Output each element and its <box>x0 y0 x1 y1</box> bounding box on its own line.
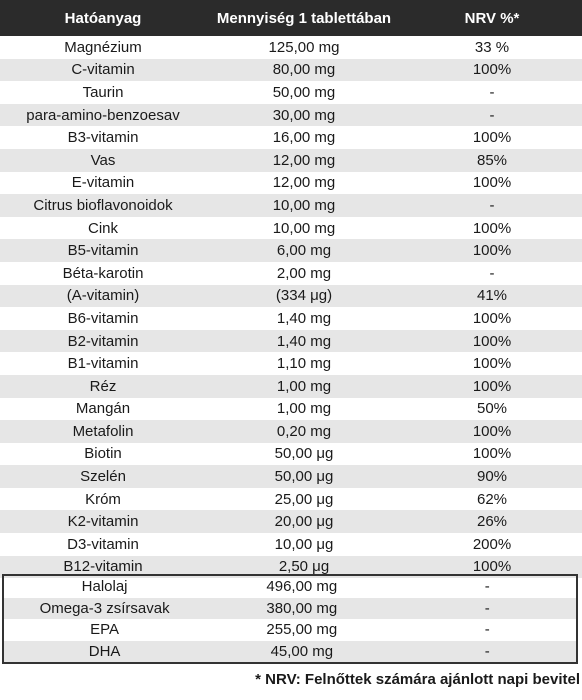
ingredient-amount: 496,00 mg <box>266 578 338 596</box>
nrv-footnote: * NRV: Felnőttek számára ajánlott napi bevitel <box>255 671 580 688</box>
table-row <box>0 172 582 195</box>
ingredient-name: para-amino-benzoesav <box>26 106 180 124</box>
ingredient-nrv: 200% <box>472 535 512 553</box>
ingredient-nrv: 62% <box>476 490 508 508</box>
ingredient-name: B2-vitamin <box>67 332 139 350</box>
ingredient-nrv: 26% <box>476 513 508 531</box>
ingredient-name: Biotin <box>84 445 122 463</box>
ingredient-name: Réz <box>89 377 117 395</box>
ingredient-nrv: 100% <box>472 445 512 463</box>
ingredient-nrv: 100% <box>472 309 512 327</box>
ingredient-name: Mangán <box>75 400 131 418</box>
ingredient-nrv: 33 % <box>474 38 510 56</box>
ingredient-amount: 125,00 mg <box>268 38 340 56</box>
table-row <box>0 420 582 443</box>
ingredient-amount: 380,00 mg <box>266 599 338 617</box>
ingredient-nrv: 50% <box>476 400 508 418</box>
ingredient-nrv: - <box>484 578 490 596</box>
ingredient-nrv: - <box>484 621 490 639</box>
ingredient-amount: 50,00 mg <box>272 83 336 101</box>
ingredient-amount: 0,20 mg <box>276 422 332 440</box>
ingredient-name: D3-vitamin <box>67 535 139 553</box>
ingredient-nrv: - <box>489 196 495 214</box>
ingredient-nrv: - <box>489 83 495 101</box>
ingredient-name: B3-vitamin <box>67 129 139 147</box>
table-row <box>0 262 582 285</box>
table-row <box>0 465 582 488</box>
table-row <box>0 217 582 240</box>
ingredient-nrv: 100% <box>472 422 512 440</box>
ingredient-name: K2-vitamin <box>67 513 139 531</box>
ingredient-amount: 255,00 mg <box>266 621 338 639</box>
ingredient-amount: 10,00 mg <box>272 219 336 237</box>
table-row <box>0 307 582 330</box>
ingredient-amount: 20,00 μg <box>274 513 334 531</box>
ingredient-amount: 16,00 mg <box>272 129 336 147</box>
ingredient-name: Taurin <box>82 83 124 101</box>
ingredient-name: Vas <box>90 151 116 169</box>
table-row <box>0 36 582 59</box>
table-row <box>0 488 582 511</box>
ingredient-amount: 2,50 μg <box>278 558 330 576</box>
ingredient-nrv: 100% <box>472 332 512 350</box>
table-row <box>0 352 582 375</box>
table-row <box>0 398 582 421</box>
table-row <box>0 510 582 533</box>
ingredient-nrv: 100% <box>472 242 512 260</box>
ingredient-nrv: 41% <box>476 287 508 305</box>
ingredient-name: Citrus bioflavonoidok <box>33 196 173 214</box>
ingredient-amount: 50,00 μg <box>274 445 334 463</box>
ingredient-name: (A-vitamin) <box>66 287 140 305</box>
ingredient-name: Omega-3 zsírsavak <box>39 599 170 617</box>
table-row <box>4 598 576 620</box>
table-row <box>4 641 576 663</box>
ingredient-nrv: 85% <box>476 151 508 169</box>
table-row <box>0 104 582 127</box>
ingredient-amount: 45,00 mg <box>270 642 334 660</box>
ingredient-name: DHA <box>88 642 121 660</box>
table-row <box>0 375 582 398</box>
ingredient-nrv: 100% <box>472 174 512 192</box>
ingredient-name: Metafolin <box>72 422 134 440</box>
ingredient-name: Magnézium <box>64 38 142 56</box>
ingredient-name: EPA <box>90 621 120 639</box>
ingredient-name: Halolaj <box>81 578 128 596</box>
ingredient-nrv: 100% <box>472 61 512 79</box>
fish-oil-section <box>2 574 578 664</box>
ingredient-name: Cink <box>87 219 118 237</box>
table-row <box>0 443 582 466</box>
ingredient-nrv: - <box>489 264 495 282</box>
header-amount: Mennyiség 1 tablettában <box>216 9 392 27</box>
table-row <box>0 194 582 217</box>
ingredient-amount: 6,00 mg <box>276 242 332 260</box>
ingredient-nrv: 100% <box>472 377 512 395</box>
ingredient-amount: 12,00 mg <box>272 151 336 169</box>
ingredient-amount: 12,00 mg <box>272 174 336 192</box>
ingredient-name: Króm <box>85 490 121 508</box>
header-ingredient: Hatóanyag <box>64 9 142 27</box>
ingredient-nrv: 90% <box>476 468 508 486</box>
ingredient-amount: 25,00 μg <box>274 490 334 508</box>
ingredient-name: B6-vitamin <box>67 309 139 327</box>
ingredient-name: B1-vitamin <box>67 355 139 373</box>
ingredient-amount: 30,00 mg <box>272 106 336 124</box>
ingredient-nrv: 100% <box>472 219 512 237</box>
ingredient-nrv: - <box>484 642 490 660</box>
ingredient-name: Béta-karotin <box>62 264 144 282</box>
table-row <box>4 619 576 641</box>
fish-oil-rows <box>4 576 576 662</box>
ingredient-amount: 80,00 mg <box>272 61 336 79</box>
ingredient-amount: 1,00 mg <box>276 400 332 418</box>
ingredient-name: Szelén <box>80 468 126 486</box>
ingredient-amount: 1,10 mg <box>276 355 332 373</box>
ingredient-amount: 10,00 mg <box>272 196 336 214</box>
table-header <box>0 0 582 36</box>
table-row <box>0 533 582 556</box>
ingredient-amount: 1,40 mg <box>276 309 332 327</box>
table-row <box>0 59 582 82</box>
header-nrv: NRV %* <box>464 9 520 27</box>
ingredient-nrv: 100% <box>472 355 512 373</box>
table-row <box>0 285 582 308</box>
ingredient-name: B12-vitamin <box>63 558 143 576</box>
table-row <box>0 126 582 149</box>
ingredient-name: C-vitamin <box>71 61 135 79</box>
table-row <box>0 239 582 262</box>
ingredient-amount: (334 μg) <box>275 287 333 305</box>
ingredient-nrv: - <box>489 106 495 124</box>
ingredient-name: B5-vitamin <box>67 242 139 260</box>
ingredient-name: E-vitamin <box>71 174 135 192</box>
ingredient-amount: 50,00 μg <box>274 468 334 486</box>
table-row <box>0 330 582 353</box>
table-body <box>0 36 582 578</box>
ingredient-nrv: 100% <box>472 558 512 576</box>
ingredient-nrv: - <box>484 599 490 617</box>
ingredient-nrv: 100% <box>472 129 512 147</box>
ingredient-amount: 1,00 mg <box>276 377 332 395</box>
ingredient-amount: 1,40 mg <box>276 332 332 350</box>
ingredient-amount: 10,00 μg <box>274 535 334 553</box>
table-row <box>0 149 582 172</box>
table-row <box>0 81 582 104</box>
table-row <box>4 576 576 598</box>
ingredient-amount: 2,00 mg <box>276 264 332 282</box>
